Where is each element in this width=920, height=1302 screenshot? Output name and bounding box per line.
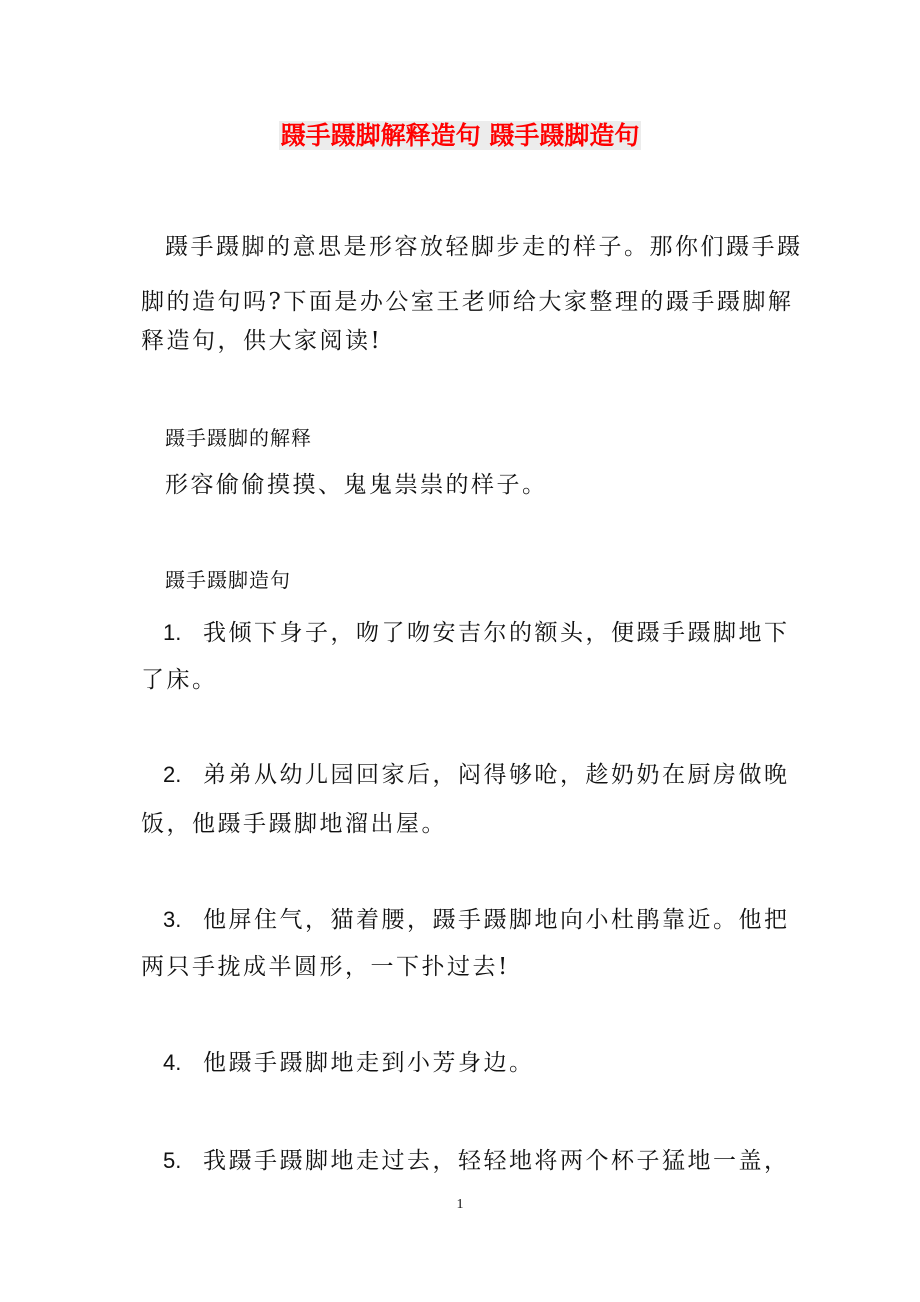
item-text-3-cont: 两只手拢成半圆形，一下扑过去! xyxy=(141,954,510,980)
item-text-2-cont: 饭，他蹑手蹑脚地溜出屋。 xyxy=(141,811,447,837)
section-heading-sentences: 蹑手蹑脚造句 xyxy=(165,568,291,592)
intro-line-1: 蹑手蹑脚的意思是形容放轻脚步走的样子。那你们蹑手蹑 xyxy=(165,234,803,260)
item-number-3: 3. xyxy=(163,907,182,932)
item-number-4: 4. xyxy=(163,1050,182,1075)
item-text-1: 我倾下身子，吻了吻安吉尔的额头，便蹑手蹑脚地下 xyxy=(203,620,790,646)
item-text-2: 弟弟从幼儿园回家后，闷得够呛，趁奶奶在厨房做晚 xyxy=(203,762,790,788)
intro-line-2: 脚的造句吗?下面是办公室王老师给大家整理的蹑手蹑脚解 xyxy=(141,289,794,315)
item-text-4: 他蹑手蹑脚地走到小芳身边。 xyxy=(203,1050,535,1076)
item-number-1: 1. xyxy=(163,620,182,645)
explanation-text: 形容偷偷摸摸、鬼鬼祟祟的样子。 xyxy=(165,472,548,498)
item-number-5: 5. xyxy=(163,1148,182,1173)
item-number-2: 2. xyxy=(163,762,182,787)
page-number: 1 xyxy=(456,1197,464,1212)
item-text-5: 我蹑手蹑脚地走过去，轻轻地将两个杯子猛地一盖， xyxy=(203,1148,790,1174)
page-title xyxy=(0,118,920,154)
page-title-text: 蹑手蹑脚解释造句 蹑手蹑脚造句 xyxy=(280,121,640,150)
intro-line-3: 释造句，供大家阅读! xyxy=(141,328,383,354)
item-text-3: 他屏住气，猫着腰，蹑手蹑脚地向小杜鹃靠近。他把 xyxy=(203,907,790,933)
section-heading-explanation: 蹑手蹑脚的解释 xyxy=(165,426,312,450)
item-text-1-cont: 了床。 xyxy=(141,667,218,693)
